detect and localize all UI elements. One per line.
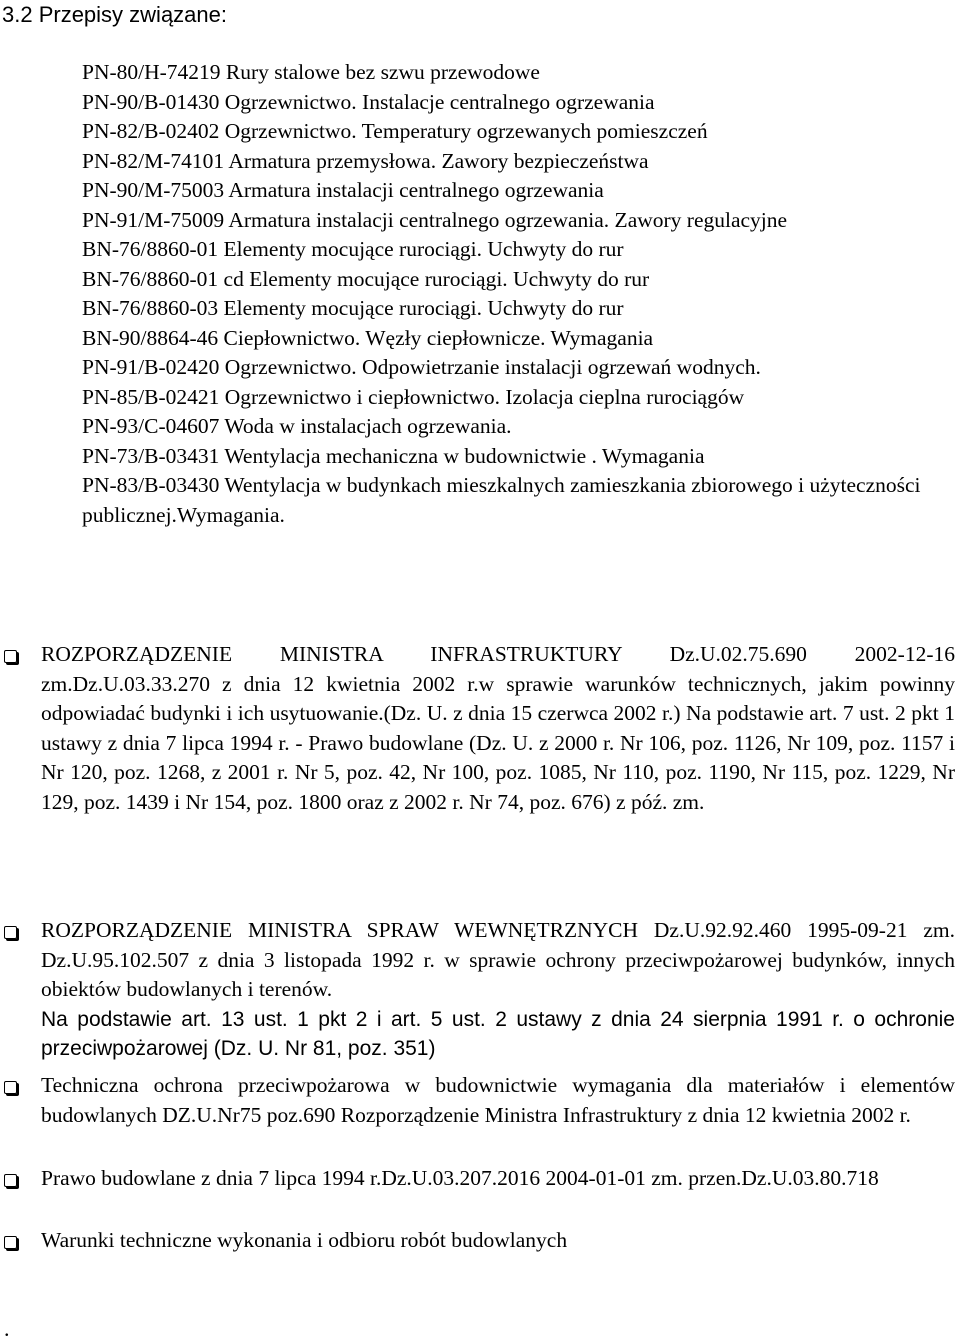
trailing-mark: .	[4, 1316, 10, 1341]
standard-item: PN-85/B-02421 Ogrzewnictwo i ciepłownictwo. Izolacja cieplna rurociągów	[82, 384, 745, 409]
standards-list	[82, 58, 942, 530]
standard-item: BN-76/8860-01 cd Elementy mocujące rurociągi. Uchwyty do rur	[82, 266, 650, 291]
standard-item: BN-90/8864-46 Ciepłownictwo. Węzły ciepłownicze. Wymagania	[82, 325, 654, 350]
standard-item: BN-76/8860-03 Elementy mocujące rurociągi. Uchwyty do rur	[82, 296, 624, 320]
checkbox-bullet-icon	[4, 1174, 17, 1187]
regulation-text-sans: Na podstawie art. 13 ust. 1 pkt 2 i art. 5 ust. 2 ustawy z dnia 24 sierpnia 1991 r. o ochronie przeciwpożarowej (Dz. U. Nr 81, poz. 351)	[41, 1007, 955, 1061]
standard-item: PN-83/B-03430 Wentylacja w budynkach mieszkalnych zamieszkania zbiorowego i użyteczności publicznej.Wymagania.	[82, 473, 921, 527]
standard-item: PN-82/M-74101 Armatura przemysłowa. Zawory bezpieczeństwa	[82, 148, 649, 173]
regulation-text-serif: ROZPORZĄDZENIE MINISTRA SPRAW WEWNĘTRZNYCH Dz.U.92.92.460 1995-09-21 zm. Dz.U.95.102.507 z dnia 3 listopada 1992 r. w sprawie ochrony przeciwpożarowej budynków, innych obiektów budowlanych i terenów.	[41, 918, 955, 1002]
standard-item: PN-90/B-01430 Ogrzewnictwo. Instalacje centralnego ogrzewania	[82, 89, 655, 114]
checkbox-bullet-icon	[4, 1236, 17, 1249]
standard-item: PN-93/C-04607 Woda w instalacjach ogrzewania.	[82, 414, 512, 438]
standard-item: BN-76/8860-01 Elementy mocujące rurociągi. Uchwyty do rur	[82, 237, 624, 261]
regulation-text: Warunki techniczne wykonania i odbioru robót budowlanych	[41, 1228, 568, 1252]
regulation-text: Prawo budowlane z dnia 7 lipca 1994 r.Dz.U.03.207.2016 2004-01-01 zm. przen.Dz.U.03.80.718	[41, 1166, 879, 1190]
standard-item: PN-80/H-74219 Rury stalowe bez szwu przewodowe	[82, 60, 540, 84]
regulation-text	[41, 916, 955, 1064]
checkbox-bullet-icon	[4, 1081, 17, 1094]
standard-item: PN-91/B-02420 Ogrzewnictwo. Odpowietrzanie instalacji ogrzewań wodnych.	[82, 355, 761, 379]
checkbox-bullet-icon	[4, 650, 17, 663]
regulation-text: Techniczna ochrona przeciwpożarowa w budownictwie wymagania dla materiałów i elementów budowlanych DZ.U.Nr75 poz.690 Rozporządzenie Ministra Infrastruktury z dnia 12 kwietnia 2002 r.	[41, 1073, 955, 1127]
checkbox-bullet-icon	[4, 926, 17, 939]
section-title: 3.2 Przepisy związane:	[2, 2, 227, 27]
standard-item: PN-82/B-02402 Ogrzewnictwo. Temperatury ogrzewanych pomieszczeń	[82, 119, 708, 143]
regulation-text: ROZPORZĄDZENIE MINISTRA INFRASTRUKTURY Dz.U.02.75.690 2002-12-16 zm.Dz.U.03.33.270 z dnia 12 kwietnia 2002 r.w sprawie warunków technicznych, jakim powinny odpowiadać budynki i ich usytuowanie.(Dz. U. z dnia 15 czerwca 2002 r.) Na podstawie art. 7 ust. 2 pkt 1 ustawy z dnia 7 lipca 1994 r. - Prawo budowlane (Dz. U. z 2000 r. Nr 106, poz. 1126, Nr 109, poz. 1157 i Nr 120, poz. 1268, z 2001 r. Nr 5, poz. 42, Nr 100, poz. 1085, Nr 110, poz. 1190, Nr 115, poz. 1229, Nr 129, poz. 1439 i Nr 154, poz. 1800 oraz z 2002 r. Nr 74, poz. 676) z póź. zm.	[41, 642, 955, 814]
standard-item: PN-91/M-75009 Armatura instalacji centralnego ogrzewania. Zawory regulacyjne	[82, 207, 788, 232]
standard-item: PN-73/B-03431 Wentylacja mechaniczna w budownictwie . Wymagania	[82, 443, 705, 468]
standard-item: PN-90/M-75003 Armatura instalacji centralnego ogrzewania	[82, 178, 604, 202]
